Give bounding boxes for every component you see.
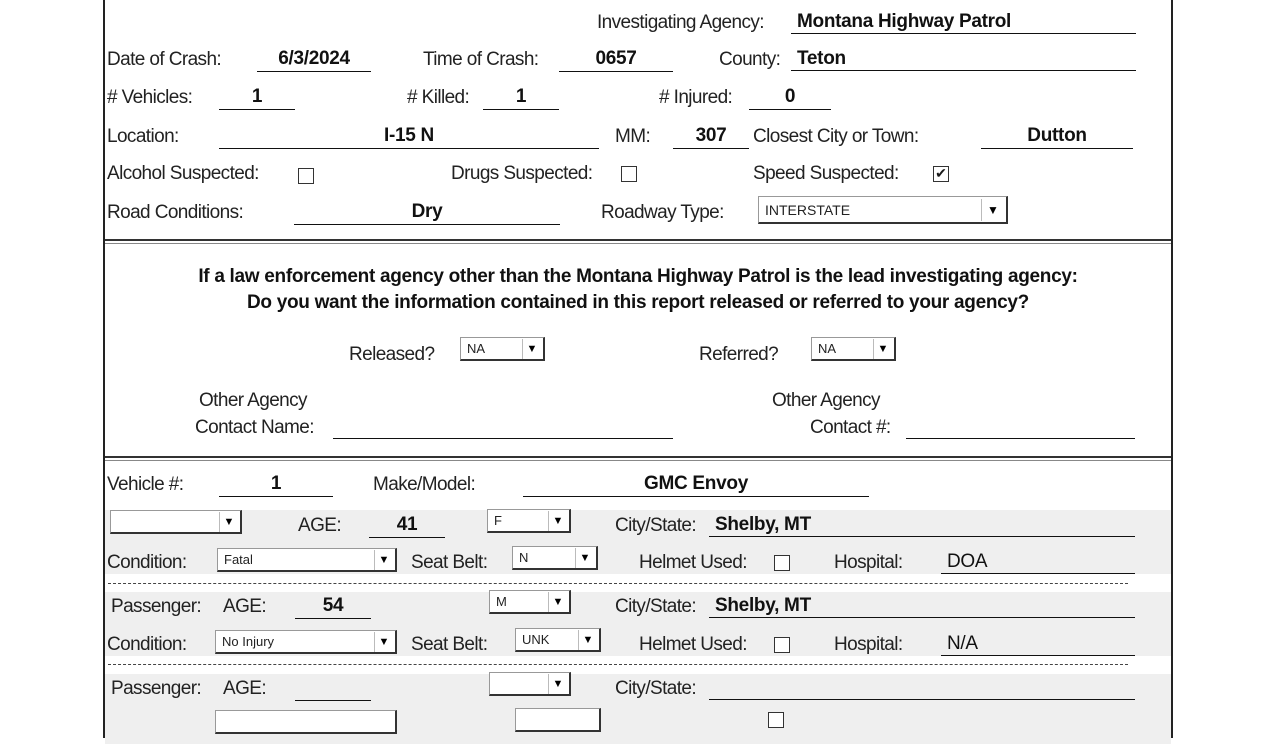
contact-name-label-line2: Contact Name: <box>195 417 314 438</box>
passenger1-condition-select[interactable] <box>215 630 397 654</box>
vehicles-field[interactable]: 1 <box>219 85 295 110</box>
driver-age-label: AGE: <box>298 515 342 536</box>
passenger2-sex-select[interactable] <box>489 672 571 696</box>
vehicles-label: # Vehicles: <box>107 87 193 108</box>
passenger2-age-field[interactable] <box>295 676 371 701</box>
closest-city-label: Closest City or Town: <box>753 126 919 147</box>
location-field[interactable]: I-15 N <box>219 124 599 149</box>
passenger1-city-label: City/State: <box>615 596 697 617</box>
date-field[interactable]: 6/3/2024 <box>257 47 371 72</box>
injured-field[interactable]: 0 <box>749 85 831 110</box>
passenger1-helmet-checkbox[interactable] <box>774 637 790 653</box>
passenger1-role-label: Passenger: <box>111 596 202 617</box>
chevron-down-icon: ▼ <box>873 339 892 359</box>
passenger1-seatbelt-value: UNK <box>522 632 550 647</box>
speed-label: Speed Suspected: <box>753 163 899 184</box>
county-label: County: <box>719 49 781 70</box>
occupant-role-select[interactable] <box>110 510 242 534</box>
drugs-checkbox[interactable] <box>621 166 637 182</box>
time-label: Time of Crash: <box>423 49 539 70</box>
passenger1-age-field[interactable]: 54 <box>295 594 371 619</box>
mm-field[interactable]: 307 <box>673 124 749 149</box>
referred-select[interactable] <box>811 337 896 361</box>
chevron-down-icon: ▼ <box>219 512 238 532</box>
chevron-down-icon: ▼ <box>374 632 393 652</box>
driver-hospital-label: Hospital: <box>834 552 903 573</box>
mm-label: MM: <box>615 126 651 147</box>
passenger2-city-field[interactable] <box>709 676 1135 700</box>
referral-notice-line1: If a law enforcement agency other than the Montana Highway Patrol is the lead investigating agency: <box>198 266 1078 287</box>
roadway-type-value: INTERSTATE <box>765 202 851 218</box>
section-divider-inner <box>105 243 1171 244</box>
chevron-down-icon: ▼ <box>575 548 594 568</box>
passenger2-seatbelt-select[interactable] <box>515 708 601 732</box>
released-value: NA <box>467 341 486 356</box>
chevron-down-icon: ▼ <box>548 674 567 694</box>
speed-checkbox[interactable] <box>933 166 949 182</box>
chevron-down-icon: ▼ <box>548 592 567 612</box>
driver-seatbelt-value: N <box>519 550 529 565</box>
released-select[interactable] <box>460 337 545 361</box>
road-conditions-field[interactable]: Dry <box>294 200 560 225</box>
roadway-type-select[interactable] <box>758 196 1008 224</box>
passenger1-seatbelt-select[interactable] <box>515 628 601 652</box>
injured-label: # Injured: <box>659 87 733 108</box>
driver-seatbelt-label: Seat Belt: <box>411 552 488 573</box>
driver-city-field[interactable]: Shelby, MT <box>709 513 1135 537</box>
driver-seatbelt-select[interactable] <box>512 546 598 570</box>
roadway-type-label: Roadway Type: <box>601 202 724 223</box>
passenger1-seatbelt-label: Seat Belt: <box>411 634 488 655</box>
contact-name-field[interactable] <box>333 414 673 439</box>
vehicle-number-field[interactable]: 1 <box>219 472 333 497</box>
county-field[interactable]: Teton <box>791 47 1136 71</box>
driver-city-label: City/State: <box>615 515 697 536</box>
released-label: Released? <box>349 344 435 365</box>
driver-age-field[interactable]: 41 <box>369 513 445 538</box>
driver-condition-value: Fatal <box>224 552 253 567</box>
driver-helmet-checkbox[interactable] <box>774 555 790 571</box>
row-separator <box>108 583 1128 584</box>
date-label: Date of Crash: <box>107 49 222 70</box>
alcohol-checkbox[interactable] <box>298 168 314 184</box>
passenger1-age-label: AGE: <box>223 596 267 617</box>
time-field[interactable]: 0657 <box>559 47 673 72</box>
section-divider <box>105 239 1171 241</box>
driver-sex-value: F <box>494 513 502 528</box>
passenger2-city-label: City/State: <box>615 678 697 699</box>
passenger1-condition-label: Condition: <box>107 634 187 655</box>
checkmark-icon: ✔ <box>935 165 947 181</box>
driver-hospital-field[interactable]: DOA <box>941 550 1135 574</box>
driver-helmet-label: Helmet Used: <box>639 552 747 573</box>
referral-notice-line2: Do you want the information contained in this report released or referred to your agency? <box>247 292 1029 313</box>
drugs-label: Drugs Suspected: <box>451 163 593 184</box>
driver-sex-select[interactable] <box>487 509 571 533</box>
chevron-down-icon: ▼ <box>522 339 541 359</box>
chevron-down-icon: ▼ <box>981 199 1004 221</box>
closest-city-field[interactable]: Dutton <box>981 124 1133 149</box>
section-divider <box>105 456 1171 458</box>
alcohol-label: Alcohol Suspected: <box>107 163 259 184</box>
contact-name-label-line1: Other Agency <box>199 390 307 411</box>
road-conditions-label: Road Conditions: <box>107 202 244 223</box>
passenger1-hospital-label: Hospital: <box>834 634 903 655</box>
agency-field[interactable]: Montana Highway Patrol <box>791 10 1136 34</box>
contact-number-label-line1: Other Agency <box>772 390 880 411</box>
passenger1-condition-value: No Injury <box>222 634 275 649</box>
make-model-field[interactable]: GMC Envoy <box>523 472 869 497</box>
location-label: Location: <box>107 126 179 147</box>
contact-number-label-line2: Contact #: <box>810 417 891 438</box>
passenger1-city-field[interactable]: Shelby, MT <box>709 594 1135 618</box>
chevron-down-icon: ▼ <box>578 630 597 650</box>
passenger1-sex-select[interactable] <box>489 590 571 614</box>
killed-field[interactable]: 1 <box>483 85 559 110</box>
section-divider-inner <box>105 460 1171 461</box>
driver-condition-select[interactable] <box>217 548 397 572</box>
passenger1-hospital-field[interactable]: N/A <box>941 632 1135 656</box>
passenger2-helmet-checkbox[interactable] <box>768 712 784 728</box>
passenger1-helmet-label: Helmet Used: <box>639 634 747 655</box>
chevron-down-icon: ▼ <box>548 511 567 531</box>
chevron-down-icon: ▼ <box>374 550 393 570</box>
referred-value: NA <box>818 341 837 356</box>
agency-label: Investigating Agency: <box>597 12 764 33</box>
row-separator <box>108 664 1128 665</box>
passenger2-condition-select[interactable] <box>215 710 397 734</box>
killed-label: # Killed: <box>407 87 470 108</box>
referred-label: Referred? <box>699 344 779 365</box>
vehicle-number-label: Vehicle #: <box>107 474 184 495</box>
passenger2-role-label: Passenger: <box>111 678 202 699</box>
contact-number-field[interactable] <box>906 414 1135 439</box>
driver-condition-label: Condition: <box>107 552 187 573</box>
passenger2-age-label: AGE: <box>223 678 267 699</box>
crash-report-form <box>103 0 1173 738</box>
passenger1-sex-value: M <box>496 594 507 609</box>
make-model-label: Make/Model: <box>373 474 476 495</box>
